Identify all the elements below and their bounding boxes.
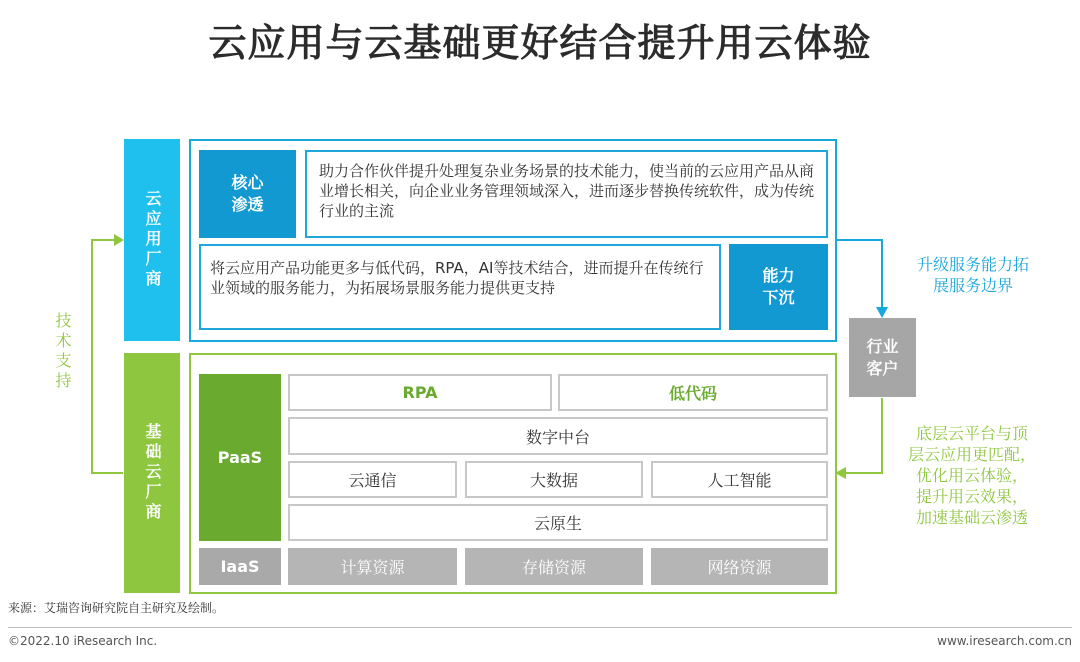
storage-cell: 存储资源 bbox=[465, 548, 643, 585]
digital-platform-cell: 数字中台 bbox=[288, 417, 828, 455]
core-penetration-tag bbox=[199, 150, 296, 238]
tech-support-arrowhead bbox=[114, 234, 124, 246]
rpa-cell: RPA bbox=[288, 374, 552, 411]
tech-support-line bbox=[92, 240, 123, 473]
infra-vendor-label: 基础云厂商 bbox=[124, 353, 180, 593]
ai-cell: 人工智能 bbox=[651, 461, 828, 498]
core-penetration-box bbox=[305, 150, 828, 238]
iaas-label: IaaS bbox=[199, 548, 281, 585]
big-data-cell: 大数据 bbox=[465, 461, 643, 498]
capability-sinking-tag-text: 能力 下沉 bbox=[762, 266, 795, 307]
low-code-cell: 低代码 bbox=[558, 374, 828, 411]
capability-sinking-tag bbox=[729, 244, 828, 330]
footer-divider bbox=[8, 627, 1072, 628]
industry-customer-label: 行业 客户 bbox=[866, 336, 899, 378]
paas-label: PaaS bbox=[199, 374, 281, 541]
capability-sinking-box bbox=[199, 244, 721, 330]
tech-support-label: 技术支持 bbox=[53, 312, 72, 392]
cloud-comm-cell: 云通信 bbox=[288, 461, 457, 498]
capability-sinking-text: 将云应用产品功能更多与低代码，RPA，AI等技术结合，进而提升在传统行业领域的服务能力，为拓展场景服务能力提供更支持 bbox=[210, 259, 704, 297]
core-penetration-tag-text: 核心 渗透 bbox=[231, 173, 264, 214]
website: www.iresearch.com.cn bbox=[937, 634, 1072, 648]
industry-customer-box bbox=[849, 318, 916, 397]
copyright: ©2022.10 iResearch Inc. bbox=[8, 634, 158, 648]
match-note: 底层云平台与顶 层云应用更匹配， 优化用云体验， 提升用云效果， 加速基础云渗透 bbox=[907, 424, 1036, 527]
network-cell: 网络资源 bbox=[651, 548, 828, 585]
match-line bbox=[842, 398, 882, 473]
upgrade-note: 升级服务能力拓 展服务边界 bbox=[916, 255, 1029, 295]
compute-cell: 计算资源 bbox=[288, 548, 457, 585]
cloud-native-cell: 云原生 bbox=[288, 504, 828, 541]
cloud-app-vendor-label: 云应用厂商 bbox=[124, 139, 180, 341]
core-penetration-text: 助力合作伙伴提升处理复杂业务场景的技术能力，使当前的云应用产品从商业增长相关，向企业业务管理领域深入，进而逐步替换传统软件，成为传统行业的主流 bbox=[319, 162, 815, 220]
source-note: 来源：艾瑞咨询研究院自主研究及绘制。 bbox=[8, 601, 225, 615]
upgrade-arrowhead bbox=[876, 307, 888, 318]
page-title: 云应用与云基础更好结合提升用云体验 bbox=[208, 21, 872, 65]
upgrade-line bbox=[836, 240, 882, 310]
